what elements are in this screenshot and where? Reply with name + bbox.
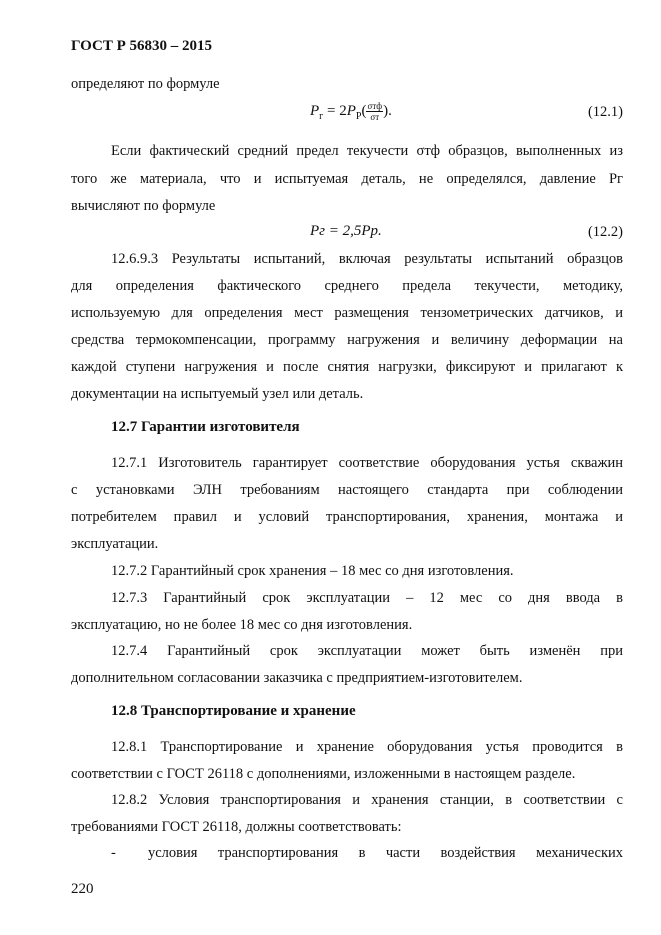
paragraph-line: того же материала, что и испытуемая деталь, не определялся, давление Pг [71, 171, 623, 187]
paragraph-line: 12.7.2 Гарантийный срок хранения – 18 мес со дня изготовления. [111, 563, 514, 579]
fraction-denominator: σт [370, 112, 380, 122]
paragraph-line: 12.8.2 Условия транспортирования и хранения станции, в соответствии с [111, 792, 623, 808]
paragraph-line: для определения фактического среднего предела текучести, методику, [71, 278, 623, 294]
section-heading: 12.8 Транспортирование и хранение [111, 703, 356, 719]
paragraph-line: вычисляют по формуле [71, 198, 216, 214]
fraction-numerator: σтф [367, 101, 383, 111]
document-header: ГОСТ Р 56830 – 2015 [71, 38, 213, 54]
paragraph-line: 12.8.1 Транспортирование и хранение оборудования устья проводится в [111, 739, 623, 755]
list-item-text: условия транспортирования в части воздействия механических [148, 845, 623, 861]
formula-eq: = 2 [323, 102, 347, 119]
paragraph-line: 12.7.4 Гарантийный срок эксплуатации может быть изменён при [111, 643, 623, 659]
list-dash: - [111, 845, 116, 861]
page-number: 220 [71, 881, 94, 897]
formula-fraction [366, 101, 383, 122]
formula-lhs-sub: г [319, 110, 324, 122]
paragraph-line: дополнительном согласовании заказчика с предприятием-изготовителем. [71, 670, 523, 686]
paragraph-line: используемую для определения мест размещения тензометрических датчиков, и [71, 305, 623, 321]
formula-rhs: P [346, 102, 356, 119]
formula-rhs-sub: Р [355, 110, 362, 122]
paragraph-line: с установками ЭЛН требованиям настоящего стандарта при соблюдении [71, 482, 623, 498]
paragraph-line: эксплуатацию, но не более 18 мес со дня изготовления. [71, 617, 413, 633]
paragraph-line: требованиями ГОСТ 26118, должны соответствовать: [71, 819, 402, 835]
intro-text: определяют по формуле [71, 76, 220, 92]
paragraph-line: документации на испытуемый узел или деталь. [71, 386, 364, 402]
paragraph-line: эксплуатации. [71, 536, 159, 552]
paragraph-line: каждой ступени нагружения и после снятия нагрузки, фиксируют и прилагают к [71, 359, 623, 375]
paragraph-line: соответствии с ГОСТ 26118 с дополнениями, изложенными в настоящем разделе. [71, 766, 576, 782]
paragraph-line: Если фактический средний предел текучести σтф образцов, выполненных из [111, 143, 623, 159]
paragraph-line: потребителем правил и условий транспортирования, хранения, монтажа и [71, 509, 623, 525]
section-heading: 12.7 Гарантии изготовителя [111, 419, 300, 435]
paragraph-line: 12.7.1 Изготовитель гарантирует соответствие оборудования устья скважин [111, 455, 623, 471]
formula-lhs: P [310, 102, 320, 119]
formula-12-1: $P_г = 2P_Р$( $\frac{\text{σтф}}{\sigma т}$ ). [310, 101, 392, 122]
equation-number-12-2: (12.2) [587, 224, 623, 240]
formula-12-2: Pг = 2,5Pр. [310, 223, 382, 239]
paragraph-line: 12.6.9.3 Результаты испытаний, включая результаты испытаний образцов [111, 251, 623, 267]
paragraph-line: средства термокомпенсации, программу нагружения и величину деформации на [71, 332, 623, 348]
equation-number-12-1: (12.1) [587, 104, 623, 120]
paragraph-line: 12.7.3 Гарантийный срок эксплуатации – 12 мес со дня ввода в [111, 590, 623, 606]
